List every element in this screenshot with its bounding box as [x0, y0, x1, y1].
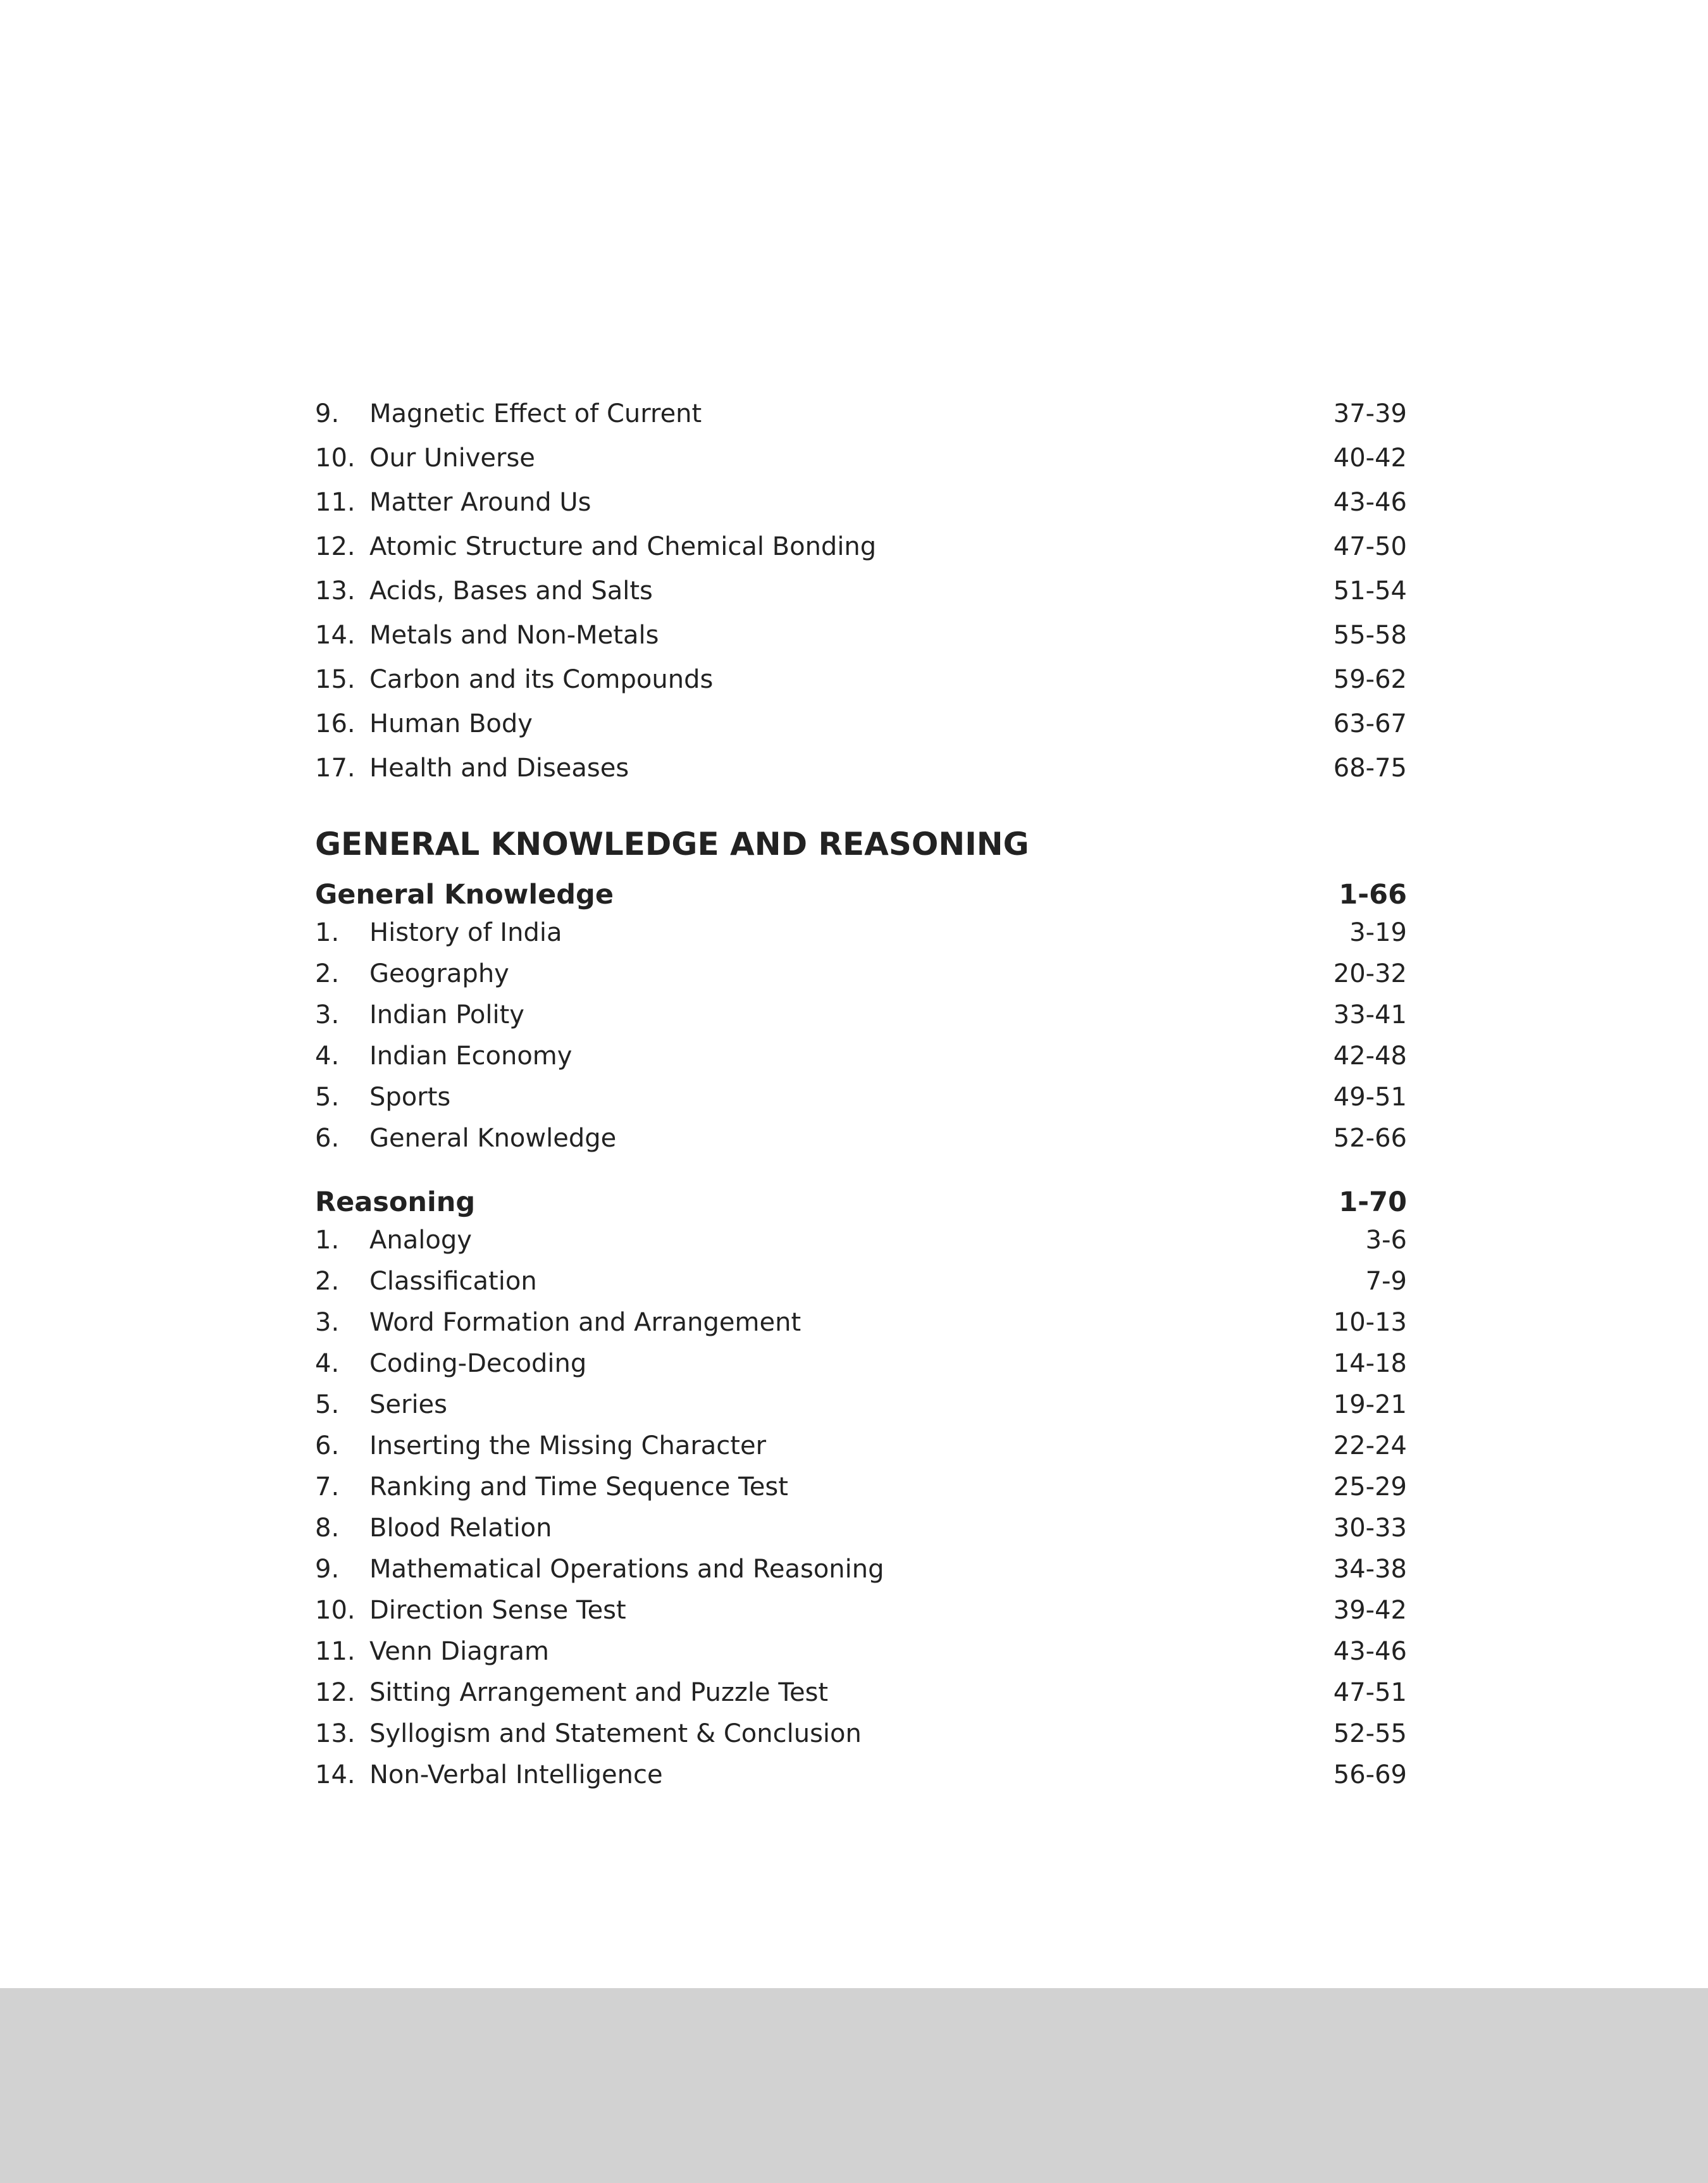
toc-row	[315, 709, 1407, 753]
chapter-title: General Knowledge	[369, 1124, 617, 1153]
chapter-number: 14.	[315, 621, 356, 650]
toc-row	[315, 1123, 1407, 1164]
page-range: 42-48	[1333, 1042, 1407, 1071]
chapter-title: Coding-Decoding	[369, 1349, 587, 1378]
page-range: 30-33	[1333, 1514, 1407, 1543]
page-range: 39-42	[1333, 1596, 1407, 1625]
page-range: 34-38	[1333, 1555, 1407, 1584]
chapter-number: 5.	[315, 1083, 340, 1112]
page-range: 52-55	[1333, 1719, 1407, 1748]
subsection-label: Reasoning	[315, 1186, 476, 1218]
chapter-number: 2.	[315, 1267, 340, 1296]
page-range: 51-54	[1333, 576, 1407, 606]
chapter-number: 7.	[315, 1472, 340, 1502]
page-range: 59-62	[1333, 665, 1407, 694]
chapter-title: Sports	[369, 1083, 451, 1112]
chapter-title: Non-Verbal Intelligence	[369, 1760, 663, 1789]
toc-row	[315, 753, 1407, 797]
page-range: 63-67	[1333, 709, 1407, 738]
page-range: 52-66	[1333, 1124, 1407, 1153]
page-range: 43-46	[1333, 1637, 1407, 1666]
chapter-number: 6.	[315, 1124, 340, 1153]
toc-row	[315, 959, 1407, 1000]
toc-row	[315, 1431, 1407, 1472]
subsection-label: General Knowledge	[315, 879, 614, 911]
page-range: 33-41	[1333, 1000, 1407, 1029]
page-range: 7-9	[1365, 1267, 1407, 1296]
chapter-title: Atomic Structure and Chemical Bonding	[369, 532, 877, 561]
chapter-title: History of India	[369, 918, 562, 947]
chapter-title: Analogy	[369, 1226, 472, 1255]
chapter-title: Metals and Non-Metals	[369, 621, 659, 650]
page-range: 56-69	[1333, 1760, 1407, 1789]
science-chapter-list	[315, 399, 1407, 797]
general-knowledge-chapter-list	[315, 917, 1407, 1164]
chapter-title: Word Formation and Arrangement	[369, 1308, 801, 1337]
toc-row	[315, 1000, 1407, 1041]
chapter-title: Direction Sense Test	[369, 1596, 626, 1625]
chapter-number: 4.	[315, 1042, 340, 1071]
chapter-title: Health and Diseases	[369, 754, 629, 783]
chapter-title: Carbon and its Compounds	[369, 665, 714, 694]
chapter-title: Sitting Arrangement and Puzzle Test	[369, 1678, 829, 1707]
toc-row	[315, 1719, 1407, 1760]
chapter-number: 17.	[315, 754, 356, 783]
chapter-number: 3.	[315, 1308, 340, 1337]
chapter-title: Blood Relation	[369, 1514, 552, 1543]
chapter-title: Matter Around Us	[369, 488, 591, 517]
chapter-title: Magnetic Effect of Current	[369, 399, 702, 428]
page-range: 10-13	[1333, 1308, 1407, 1337]
toc-row	[315, 1677, 1407, 1719]
page-range: 68-75	[1333, 754, 1407, 783]
chapter-title: Indian Polity	[369, 1000, 524, 1029]
chapter-number: 1.	[315, 1226, 340, 1255]
chapter-number: 5.	[315, 1390, 340, 1419]
chapter-number: 9.	[315, 1555, 340, 1584]
subsection-heading-general-knowledge	[315, 878, 1407, 917]
subsection-page-range: 1-66	[1339, 879, 1407, 911]
toc-row	[315, 576, 1407, 620]
toc-row	[315, 1390, 1407, 1431]
chapter-number: 6.	[315, 1431, 340, 1460]
toc-row	[315, 532, 1407, 576]
chapter-title: Classification	[369, 1267, 537, 1296]
toc-row	[315, 1595, 1407, 1636]
subsection-heading-reasoning	[315, 1186, 1407, 1225]
chapter-number: 10.	[315, 1596, 356, 1625]
page-range: 20-32	[1333, 959, 1407, 988]
chapter-title: Our Universe	[369, 444, 535, 473]
chapter-number: 16.	[315, 709, 356, 738]
toc-row	[315, 1472, 1407, 1513]
page-range: 22-24	[1333, 1431, 1407, 1460]
page-range: 55-58	[1333, 621, 1407, 650]
page-range: 40-42	[1333, 444, 1407, 473]
toc-row	[315, 1348, 1407, 1390]
toc-row	[315, 1041, 1407, 1082]
chapter-title: Venn Diagram	[369, 1637, 550, 1666]
toc-row	[315, 917, 1407, 959]
chapter-number: 3.	[315, 1000, 340, 1029]
reasoning-chapter-list	[315, 1225, 1407, 1801]
toc-row	[315, 620, 1407, 664]
chapter-number: 8.	[315, 1514, 340, 1543]
chapter-number: 13.	[315, 576, 356, 606]
chapter-number: 12.	[315, 1678, 356, 1707]
toc-row	[315, 1513, 1407, 1554]
table-of-contents	[315, 399, 1407, 1801]
chapter-number: 9.	[315, 399, 340, 428]
toc-row	[315, 399, 1407, 443]
chapter-title: Syllogism and Statement & Conclusion	[369, 1719, 862, 1748]
chapter-number: 15.	[315, 665, 356, 694]
chapter-number: 2.	[315, 959, 340, 988]
toc-row	[315, 664, 1407, 709]
page-range: 3-6	[1365, 1226, 1407, 1255]
chapter-title: Indian Economy	[369, 1042, 572, 1071]
chapter-number: 12.	[315, 532, 356, 561]
toc-row	[315, 1225, 1407, 1266]
toc-row	[315, 487, 1407, 532]
chapter-number: 1.	[315, 918, 340, 947]
page-range: 47-50	[1333, 532, 1407, 561]
page-range: 14-18	[1333, 1349, 1407, 1378]
page-range: 47-51	[1333, 1678, 1407, 1707]
page-range: 49-51	[1333, 1083, 1407, 1112]
chapter-number: 11.	[315, 1637, 356, 1666]
chapter-number: 11.	[315, 488, 356, 517]
toc-row	[315, 443, 1407, 487]
page-range: 37-39	[1333, 399, 1407, 428]
toc-row	[315, 1760, 1407, 1801]
chapter-number: 4.	[315, 1349, 340, 1378]
chapter-number: 13.	[315, 1719, 356, 1748]
chapter-title: Geography	[369, 959, 509, 988]
page-range: 3-19	[1349, 918, 1407, 947]
footer-band	[0, 1988, 1708, 2183]
toc-row	[315, 1082, 1407, 1123]
toc-row	[315, 1266, 1407, 1307]
chapter-title: Human Body	[369, 709, 533, 738]
toc-row	[315, 1554, 1407, 1595]
section-spacer	[315, 1164, 1407, 1186]
chapter-title: Acids, Bases and Salts	[369, 576, 653, 606]
page-range: 19-21	[1333, 1390, 1407, 1419]
page-range: 43-46	[1333, 488, 1407, 517]
chapter-title: Ranking and Time Sequence Test	[369, 1472, 788, 1502]
chapter-title: Inserting the Missing Character	[369, 1431, 767, 1460]
section-heading: GENERAL KNOWLEDGE AND REASONING	[315, 826, 1029, 862]
chapter-number: 10.	[315, 444, 356, 473]
page-range: 25-29	[1333, 1472, 1407, 1502]
toc-row	[315, 1307, 1407, 1348]
chapter-title: Series	[369, 1390, 448, 1419]
toc-row	[315, 1636, 1407, 1677]
chapter-title: Mathematical Operations and Reasoning	[369, 1555, 884, 1584]
chapter-number: 14.	[315, 1760, 356, 1789]
subsection-page-range: 1-70	[1339, 1186, 1407, 1218]
